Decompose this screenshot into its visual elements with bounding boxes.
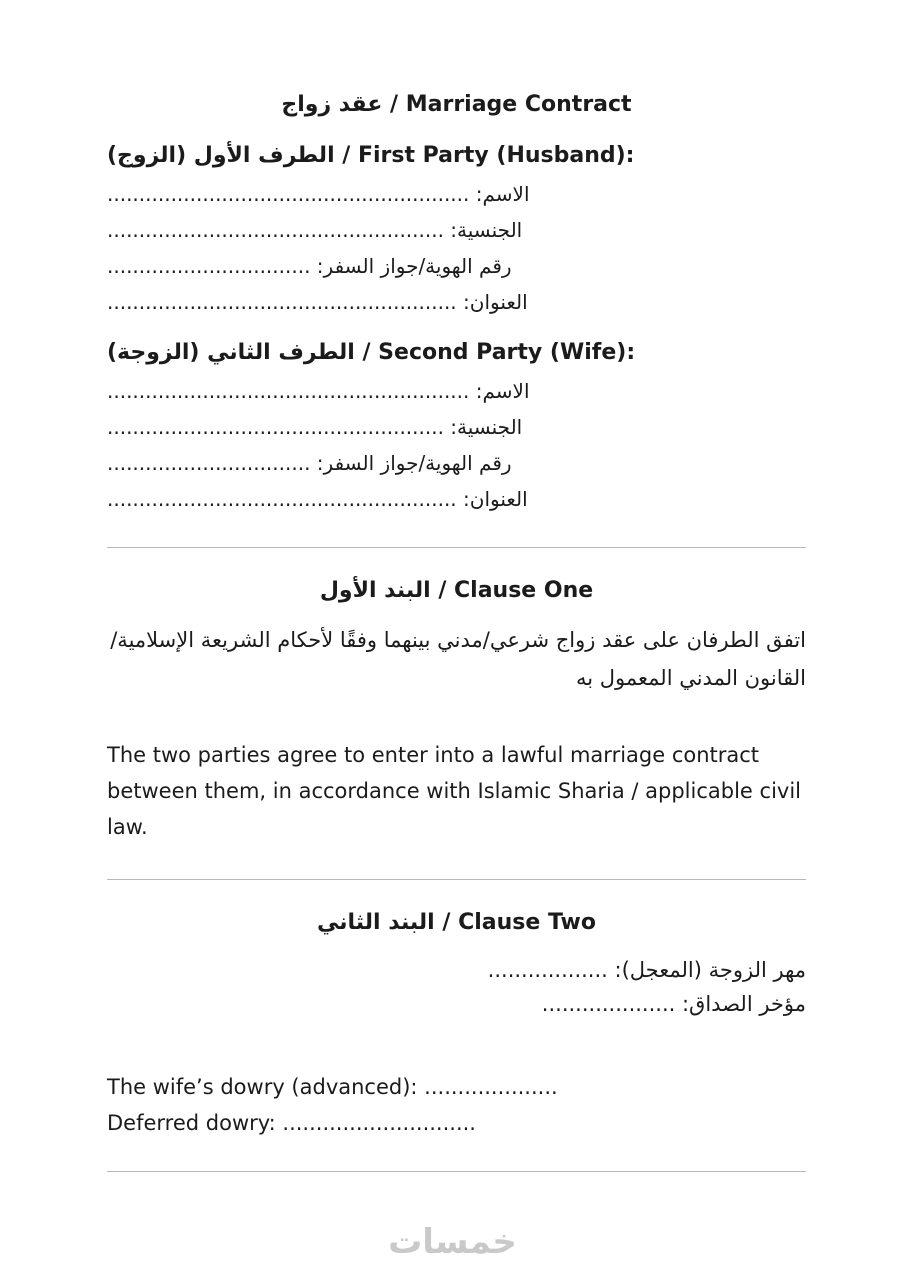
dowry-advanced-arabic-line: مهر الزوجة (المعجل): .................. <box>487 958 806 982</box>
second-party-nationality-line: الجنسية: ..................................................... <box>107 415 523 439</box>
clause-two-arabic-lines <box>107 953 806 1021</box>
second-party-heading: الطرف الثاني (الزوجة) / Second Party (Wife): <box>107 340 636 365</box>
second-party-id-passport-line: رقم الهوية/جواز السفر: ................................ <box>107 451 512 475</box>
second-party-name-line: الاسم: ......................................................... <box>107 379 530 403</box>
clause-two-english-lines <box>107 1069 806 1141</box>
clause-one-heading: البند الأول / Clause One <box>319 578 594 603</box>
section-divider <box>107 547 806 548</box>
clause-one-section <box>107 578 806 845</box>
second-party-section <box>107 340 806 517</box>
clause-one-arabic-text: اتفق الطرفان على عقد زواج شرعي/مدني بينهما وفقًا لأحكام الشريعة الإسلامية/القانون المدني المعمول به <box>110 628 806 690</box>
section-divider <box>107 879 806 880</box>
watermark-logo: خمسات <box>388 1222 517 1262</box>
first-party-nationality-line: الجنسية: ..................................................... <box>107 218 523 242</box>
first-party-heading: الطرف الأول (الزوج) / First Party (Husband): <box>107 143 635 168</box>
first-party-address-line: العنوان: ....................................................... <box>107 290 528 314</box>
first-party-section <box>107 143 806 320</box>
clause-two-section <box>107 910 806 1141</box>
dowry-deferred-arabic-line: مؤخر الصداق: .................... <box>541 992 806 1016</box>
second-party-address-line: العنوان: ....................................................... <box>107 487 528 511</box>
clause-two-heading: البند الثاني / Clause Two <box>317 910 596 935</box>
first-party-id-passport-line: رقم الهوية/جواز السفر: ................................ <box>107 254 512 278</box>
dowry-advanced-english-line: The wife’s dowry (advanced): .................... <box>107 1075 558 1099</box>
first-party-name-line: الاسم: ......................................................... <box>107 182 530 206</box>
dowry-deferred-english-line: Deferred dowry: ............................. <box>107 1111 476 1135</box>
document-title: عقد زواج / Marriage Contract <box>281 92 632 117</box>
section-divider <box>107 1171 806 1172</box>
clause-one-english-text: The two parties agree to enter into a lawful marriage contract between them, in accordance with Islamic Sharia / applicable civil law. <box>107 743 801 839</box>
